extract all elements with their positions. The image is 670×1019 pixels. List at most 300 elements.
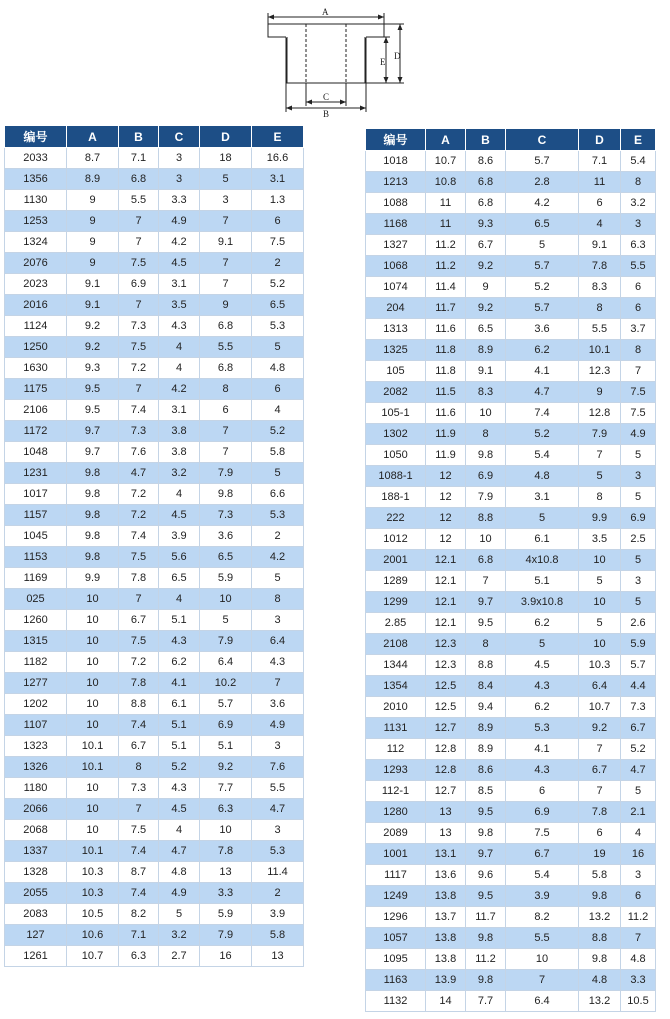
table-row <box>5 316 304 337</box>
cell-d: 7.3 <box>200 505 252 526</box>
table-row <box>5 610 304 631</box>
cell-e: 5.2 <box>621 739 656 760</box>
cell-code: 2106 <box>5 400 67 421</box>
cell-c: 5 <box>506 508 579 529</box>
cell-a: 11.4 <box>426 277 466 298</box>
cell-d: 6 <box>579 823 621 844</box>
spec-table-right <box>365 128 656 1012</box>
cell-code: 1325 <box>366 340 426 361</box>
cell-e: 6.4 <box>252 631 304 652</box>
cell-a: 9.9 <box>67 568 119 589</box>
cell-d: 6.8 <box>200 316 252 337</box>
cell-b: 4.7 <box>119 463 159 484</box>
cell-b: 7.2 <box>119 484 159 505</box>
cell-a: 13.9 <box>426 970 466 991</box>
col-header-c: C <box>506 129 579 151</box>
cell-b: 9.7 <box>466 844 506 865</box>
cell-b: 9.8 <box>466 823 506 844</box>
cell-e: 6 <box>621 277 656 298</box>
cell-c: 4.3 <box>506 760 579 781</box>
cell-a: 9.8 <box>67 526 119 547</box>
cell-b: 7.4 <box>119 400 159 421</box>
cell-a: 12 <box>426 529 466 550</box>
cell-a: 9.7 <box>67 421 119 442</box>
cell-e: 11.2 <box>621 907 656 928</box>
cell-d: 7.1 <box>579 151 621 172</box>
cell-d: 9.2 <box>200 757 252 778</box>
table-row <box>366 550 656 571</box>
table-row <box>366 592 656 613</box>
cell-code: 1045 <box>5 526 67 547</box>
table-row <box>366 529 656 550</box>
table-row <box>5 652 304 673</box>
cell-c: 4 <box>159 484 200 505</box>
cell-b: 6.7 <box>119 736 159 757</box>
cell-code: 1095 <box>366 949 426 970</box>
cell-e: 6 <box>252 379 304 400</box>
cell-a: 12 <box>426 508 466 529</box>
header-row <box>5 126 304 148</box>
cell-b: 9.8 <box>466 970 506 991</box>
cell-code: 204 <box>366 298 426 319</box>
cell-code: 1299 <box>366 592 426 613</box>
cell-d: 5.9 <box>200 904 252 925</box>
cell-a: 12.8 <box>426 760 466 781</box>
cell-d: 7.9 <box>579 424 621 445</box>
cell-a: 11.2 <box>426 235 466 256</box>
cell-b: 7.5 <box>119 631 159 652</box>
cell-e: 16 <box>621 844 656 865</box>
cell-c: 4.3 <box>506 676 579 697</box>
cell-code: 188-1 <box>366 487 426 508</box>
col-header-e: E <box>252 126 304 148</box>
cell-a: 10.7 <box>426 151 466 172</box>
cell-b: 6.5 <box>466 319 506 340</box>
table-row <box>5 379 304 400</box>
cell-code: 2010 <box>366 697 426 718</box>
cell-e: 2 <box>252 526 304 547</box>
cell-e: 3 <box>621 865 656 886</box>
cell-e: 10.5 <box>621 991 656 1012</box>
col-header-e: E <box>621 129 656 151</box>
cell-code: 1068 <box>366 256 426 277</box>
cell-code: 1057 <box>366 928 426 949</box>
cell-e: 6.3 <box>621 235 656 256</box>
cell-b: 11.7 <box>466 907 506 928</box>
col-header-b: B <box>119 126 159 148</box>
cell-c: 4.3 <box>159 316 200 337</box>
cell-a: 10.5 <box>67 904 119 925</box>
table-row <box>5 778 304 799</box>
cell-a: 10 <box>67 799 119 820</box>
cell-c: 5 <box>506 235 579 256</box>
cell-e: 16.6 <box>252 148 304 169</box>
cell-code: 1261 <box>5 946 67 967</box>
cell-d: 7.9 <box>200 463 252 484</box>
cell-e: 4.9 <box>252 715 304 736</box>
table-row <box>366 760 656 781</box>
table-row <box>5 568 304 589</box>
cell-c: 5.3 <box>506 718 579 739</box>
cell-b: 8.9 <box>466 739 506 760</box>
cell-e: 1.3 <box>252 190 304 211</box>
cell-b: 6.3 <box>119 946 159 967</box>
cell-d: 7 <box>579 781 621 802</box>
cell-d: 10 <box>200 820 252 841</box>
cell-a: 12.7 <box>426 781 466 802</box>
cell-a: 13.8 <box>426 886 466 907</box>
cell-code: 1117 <box>366 865 426 886</box>
cell-d: 8.3 <box>579 277 621 298</box>
cell-c: 4.5 <box>159 799 200 820</box>
cell-a: 8.7 <box>67 148 119 169</box>
table-row <box>5 547 304 568</box>
cell-b: 6.8 <box>466 550 506 571</box>
cell-d: 3.3 <box>200 883 252 904</box>
cell-e: 4 <box>621 823 656 844</box>
cell-d: 7.9 <box>200 925 252 946</box>
cell-d: 5.8 <box>579 865 621 886</box>
table-row <box>5 505 304 526</box>
cell-e: 11.4 <box>252 862 304 883</box>
cell-d: 5.1 <box>200 736 252 757</box>
cell-c: 6.5 <box>159 568 200 589</box>
cell-a: 10 <box>67 610 119 631</box>
cell-d: 19 <box>579 844 621 865</box>
table-row <box>366 319 656 340</box>
cell-e: 3.6 <box>252 694 304 715</box>
cell-code: 2033 <box>5 148 67 169</box>
cell-d: 10.1 <box>579 340 621 361</box>
cell-a: 12.3 <box>426 634 466 655</box>
table-row <box>5 463 304 484</box>
cell-a: 10.6 <box>67 925 119 946</box>
cell-code: 1277 <box>5 673 67 694</box>
cell-e: 6.5 <box>252 295 304 316</box>
cell-b: 6.8 <box>466 193 506 214</box>
cell-e: 7 <box>621 928 656 949</box>
cell-c: 3.3 <box>159 190 200 211</box>
cell-code: 2076 <box>5 253 67 274</box>
table-row <box>5 694 304 715</box>
table-row <box>5 589 304 610</box>
cell-c: 7 <box>506 970 579 991</box>
cell-e: 4.9 <box>621 424 656 445</box>
cell-e: 5.7 <box>621 655 656 676</box>
cell-d: 5 <box>579 571 621 592</box>
cell-d: 6 <box>579 193 621 214</box>
cell-e: 4.3 <box>252 652 304 673</box>
cell-e: 7 <box>621 361 656 382</box>
cell-e: 5.2 <box>252 421 304 442</box>
cell-d: 9.8 <box>579 949 621 970</box>
cell-d: 5 <box>579 466 621 487</box>
cell-a: 8.9 <box>67 169 119 190</box>
cell-code: 2023 <box>5 274 67 295</box>
cell-e: 3.2 <box>621 193 656 214</box>
cell-c: 6.7 <box>506 844 579 865</box>
cell-e: 5 <box>621 445 656 466</box>
cell-c: 2.7 <box>159 946 200 967</box>
cell-d: 10.2 <box>200 673 252 694</box>
cell-c: 7.5 <box>506 823 579 844</box>
cell-b: 6.7 <box>466 235 506 256</box>
table-row <box>366 298 656 319</box>
cell-d: 9.1 <box>579 235 621 256</box>
cell-d: 7 <box>200 274 252 295</box>
cell-d: 10.3 <box>579 655 621 676</box>
cell-d: 6.5 <box>200 547 252 568</box>
cell-b: 7.9 <box>466 487 506 508</box>
cell-b: 9.2 <box>466 256 506 277</box>
header-row <box>366 129 656 151</box>
cell-e: 2.5 <box>621 529 656 550</box>
cell-code: 2083 <box>5 904 67 925</box>
cell-a: 12.5 <box>426 676 466 697</box>
cell-c: 10 <box>506 949 579 970</box>
cell-c: 3.2 <box>159 463 200 484</box>
cell-e: 3.9 <box>252 904 304 925</box>
cell-b: 9.5 <box>466 802 506 823</box>
cell-e: 3.1 <box>252 169 304 190</box>
cell-a: 10 <box>67 694 119 715</box>
cell-a: 13.8 <box>426 949 466 970</box>
cell-e: 8 <box>621 340 656 361</box>
cell-e: 2 <box>252 883 304 904</box>
cell-d: 8 <box>579 298 621 319</box>
cell-d: 6.3 <box>200 799 252 820</box>
cell-e: 4.8 <box>252 358 304 379</box>
cell-b: 7.1 <box>119 925 159 946</box>
cell-d: 10 <box>579 550 621 571</box>
cell-e: 5.3 <box>252 841 304 862</box>
cell-d: 10 <box>579 592 621 613</box>
cell-a: 9.8 <box>67 547 119 568</box>
cell-code: 1182 <box>5 652 67 673</box>
cell-b: 7.5 <box>119 547 159 568</box>
cell-code: 1169 <box>5 568 67 589</box>
cell-code: 112-1 <box>366 781 426 802</box>
cell-d: 6.9 <box>200 715 252 736</box>
cell-a: 10.8 <box>426 172 466 193</box>
cell-c: 3.9 <box>159 526 200 547</box>
cell-e: 8 <box>252 589 304 610</box>
cell-e: 2 <box>252 253 304 274</box>
cell-code: 1153 <box>5 547 67 568</box>
cell-e: 13 <box>252 946 304 967</box>
cell-d: 5 <box>200 610 252 631</box>
cell-e: 8 <box>621 172 656 193</box>
cell-b: 7.5 <box>119 337 159 358</box>
cell-c: 6.5 <box>506 214 579 235</box>
cell-code: 1050 <box>366 445 426 466</box>
cell-b: 7.4 <box>119 715 159 736</box>
cell-e: 6 <box>621 886 656 907</box>
table-row <box>5 211 304 232</box>
cell-c: 5.7 <box>506 298 579 319</box>
cell-code: 2066 <box>5 799 67 820</box>
cell-code: 1328 <box>5 862 67 883</box>
cell-c: 4.5 <box>159 505 200 526</box>
cell-a: 11.8 <box>426 340 466 361</box>
cell-code: 1293 <box>366 760 426 781</box>
cell-c: 4.1 <box>506 361 579 382</box>
cell-a: 10 <box>67 715 119 736</box>
cell-b: 9.5 <box>466 613 506 634</box>
cell-d: 3.6 <box>200 526 252 547</box>
cell-a: 9 <box>67 211 119 232</box>
cell-code: 1354 <box>366 676 426 697</box>
cell-e: 2.1 <box>621 802 656 823</box>
cell-d: 9.8 <box>200 484 252 505</box>
cell-b: 8.8 <box>119 694 159 715</box>
cell-a: 9.1 <box>67 295 119 316</box>
label-d: D <box>394 51 401 61</box>
cell-b: 8.9 <box>466 340 506 361</box>
cell-e: 6.7 <box>621 718 656 739</box>
table-row <box>366 172 656 193</box>
cell-b: 7.2 <box>119 505 159 526</box>
table-row <box>5 820 304 841</box>
table-row <box>366 781 656 802</box>
cell-a: 11.8 <box>426 361 466 382</box>
table-row <box>366 907 656 928</box>
cell-d: 9.2 <box>579 718 621 739</box>
table-row <box>5 631 304 652</box>
cell-b: 7.8 <box>119 568 159 589</box>
cell-d: 9.9 <box>579 508 621 529</box>
cell-a: 12.7 <box>426 718 466 739</box>
cell-e: 3 <box>621 571 656 592</box>
cell-code: 1074 <box>366 277 426 298</box>
col-header-code: 编号 <box>5 126 67 148</box>
cell-a: 9.8 <box>67 463 119 484</box>
cell-code: 1231 <box>5 463 67 484</box>
cell-b: 6.8 <box>466 172 506 193</box>
cell-code: 1202 <box>5 694 67 715</box>
cell-e: 3.3 <box>621 970 656 991</box>
cell-b: 8.4 <box>466 676 506 697</box>
cell-c: 4 <box>159 820 200 841</box>
cell-c: 4.2 <box>159 379 200 400</box>
cell-d: 6.8 <box>200 358 252 379</box>
cell-a: 10 <box>67 631 119 652</box>
table-row <box>366 697 656 718</box>
cell-code: 1088-1 <box>366 466 426 487</box>
cell-code: 2082 <box>366 382 426 403</box>
cell-c: 3.5 <box>159 295 200 316</box>
cell-d: 10 <box>579 634 621 655</box>
cell-a: 9.2 <box>67 316 119 337</box>
cell-e: 7.5 <box>252 232 304 253</box>
cell-e: 5.4 <box>621 151 656 172</box>
cell-e: 5 <box>252 463 304 484</box>
cell-d: 10 <box>200 589 252 610</box>
cell-e: 5.3 <box>252 505 304 526</box>
cell-c: 6 <box>506 781 579 802</box>
cell-d: 8 <box>579 487 621 508</box>
cell-b: 8.9 <box>466 718 506 739</box>
cell-b: 8 <box>119 757 159 778</box>
cell-d: 8.8 <box>579 928 621 949</box>
cell-d: 5 <box>579 613 621 634</box>
cell-d: 7.8 <box>579 256 621 277</box>
cell-e: 4.8 <box>621 949 656 970</box>
cell-b: 8 <box>466 424 506 445</box>
cell-d: 11 <box>579 172 621 193</box>
table-row <box>5 232 304 253</box>
cell-c: 3.1 <box>506 487 579 508</box>
cell-c: 3.2 <box>159 925 200 946</box>
cell-a: 10 <box>67 778 119 799</box>
cell-code: 1157 <box>5 505 67 526</box>
cell-b: 9.8 <box>466 445 506 466</box>
cell-c: 3.9x10.8 <box>506 592 579 613</box>
cell-code: 1124 <box>5 316 67 337</box>
cell-c: 5.4 <box>506 445 579 466</box>
cell-a: 9 <box>67 253 119 274</box>
cell-a: 13.6 <box>426 865 466 886</box>
cell-c: 5.7 <box>506 256 579 277</box>
spec-table-left <box>4 125 304 967</box>
cell-a: 11.2 <box>426 256 466 277</box>
table-row <box>366 676 656 697</box>
table-row <box>5 526 304 547</box>
cell-b: 9.2 <box>466 298 506 319</box>
cell-d: 6.4 <box>579 676 621 697</box>
cell-b: 7 <box>119 232 159 253</box>
cell-a: 12 <box>426 466 466 487</box>
cell-e: 3 <box>621 466 656 487</box>
cell-c: 5.2 <box>506 424 579 445</box>
cell-code: 1163 <box>366 970 426 991</box>
table-row <box>5 757 304 778</box>
cell-a: 13 <box>426 823 466 844</box>
cell-c: 3 <box>159 148 200 169</box>
table-row <box>5 883 304 904</box>
cell-c: 6.2 <box>506 340 579 361</box>
bushing-dimension-diagram <box>262 2 412 118</box>
cell-a: 12.3 <box>426 655 466 676</box>
cell-d: 7.8 <box>579 802 621 823</box>
cell-b: 7.4 <box>119 883 159 904</box>
cell-a: 12.1 <box>426 571 466 592</box>
cell-a: 12.1 <box>426 613 466 634</box>
cell-d: 7 <box>200 211 252 232</box>
table-row <box>366 361 656 382</box>
table-row <box>366 214 656 235</box>
cell-a: 10.3 <box>67 883 119 904</box>
cell-code: 1018 <box>366 151 426 172</box>
cell-e: 5.8 <box>252 442 304 463</box>
cell-c: 6.4 <box>506 991 579 1012</box>
cell-d: 7.9 <box>200 631 252 652</box>
cell-b: 8.6 <box>466 151 506 172</box>
cell-b: 10 <box>466 403 506 424</box>
cell-code: 222 <box>366 508 426 529</box>
table-row <box>5 442 304 463</box>
cell-a: 13.1 <box>426 844 466 865</box>
cell-a: 11.7 <box>426 298 466 319</box>
table-row <box>366 865 656 886</box>
cell-d: 5.9 <box>200 568 252 589</box>
cell-e: 5 <box>621 592 656 613</box>
cell-d: 13.2 <box>579 907 621 928</box>
cell-a: 14 <box>426 991 466 1012</box>
table-row <box>5 169 304 190</box>
cell-e: 5.8 <box>252 925 304 946</box>
cell-b: 8.5 <box>466 781 506 802</box>
